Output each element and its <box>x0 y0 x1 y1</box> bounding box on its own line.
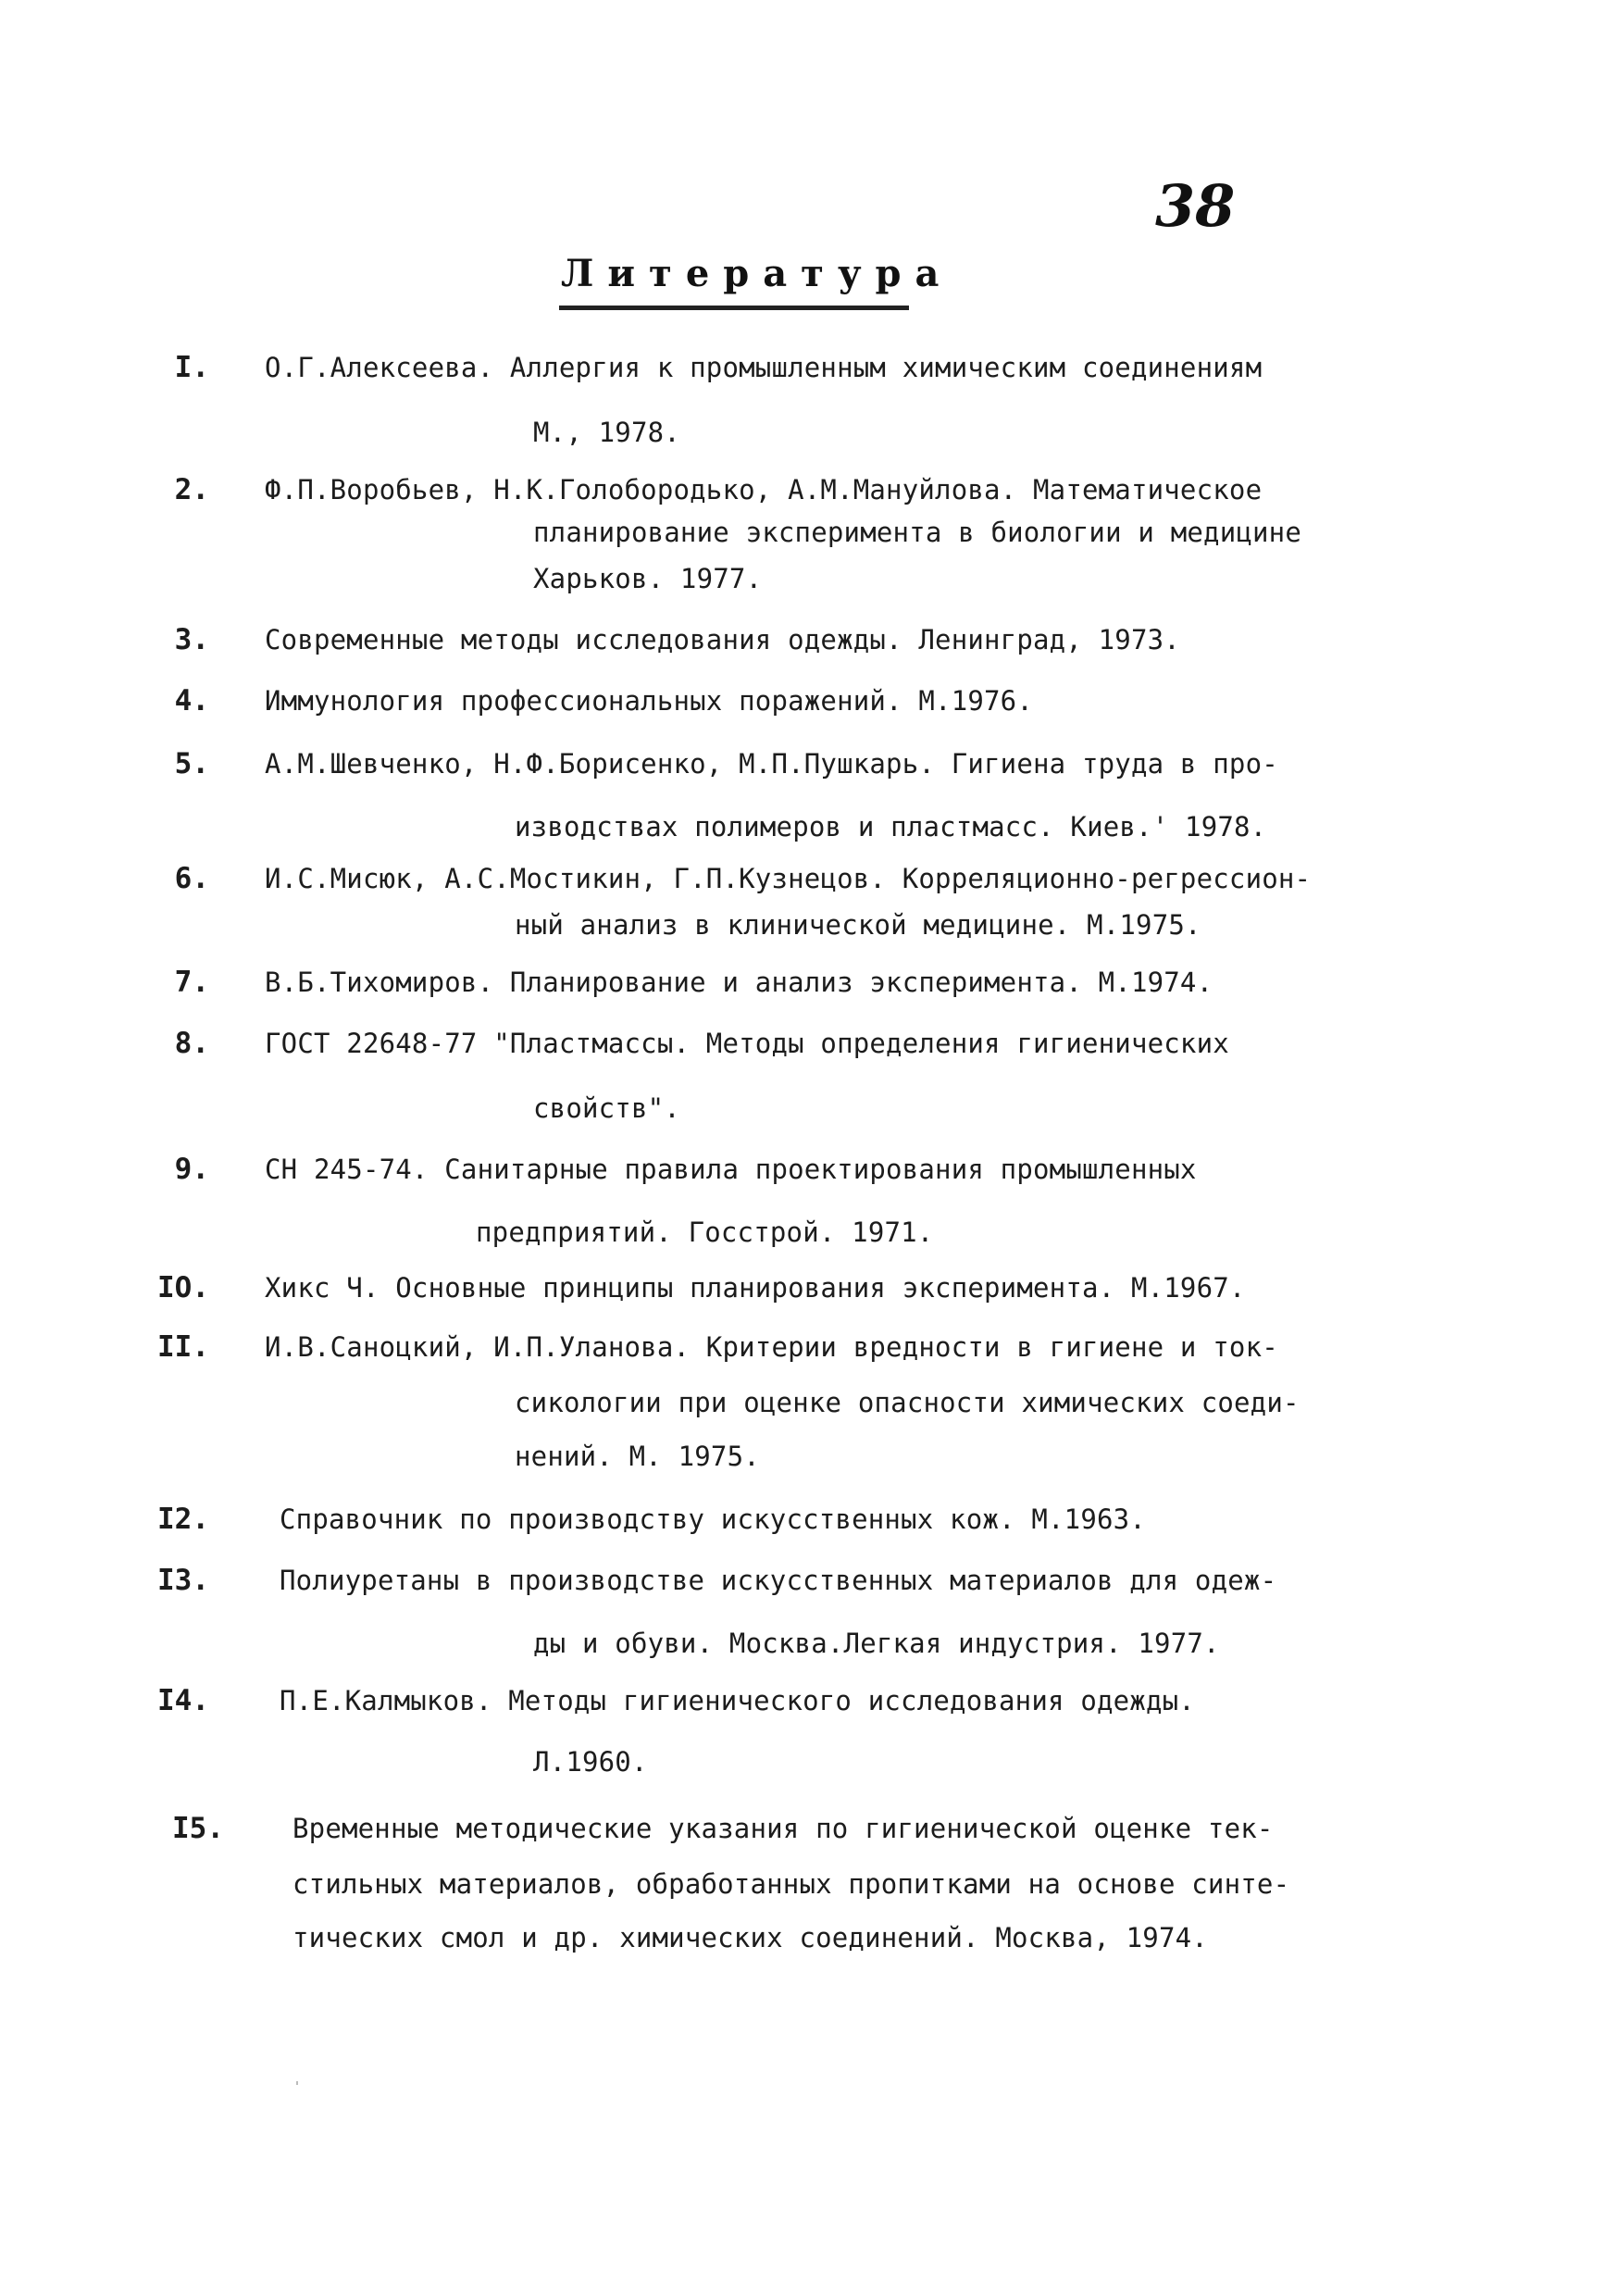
page-number: 38 <box>1155 172 1236 240</box>
reference-number: 9. <box>174 1153 209 1186</box>
reference-text-line: И.В.Саноцкий, И.П.Уланова. Критерии вредности в гигиене и ток- <box>265 1331 1278 1363</box>
reference-number: 8. <box>174 1027 209 1060</box>
reference-text-line: ный анализ в клинической медицине. М.1975. <box>515 909 1201 941</box>
page-title: Литература <box>561 252 953 295</box>
reference-number: 2. <box>174 473 209 506</box>
reference-text-line: О.Г.Алексеева. Аллергия к промышленным химическим соединениям <box>265 352 1263 383</box>
reference-text-line: П.Е.Калмыков. Методы гигиенического исследования одежды. <box>280 1685 1195 1716</box>
reference-number: I2. <box>157 1503 209 1536</box>
reference-text-line: Хикс Ч. Основные принципы планирования эксперимента. М.1967. <box>265 1272 1246 1304</box>
reference-text-line: Л.1960. <box>533 1746 648 1778</box>
title-underline <box>559 306 909 310</box>
reference-number: IO. <box>157 1271 209 1304</box>
reference-text-line: Иммунология профессиональных поражений. М.1976. <box>265 685 1033 717</box>
reference-number: I4. <box>157 1684 209 1717</box>
scan-speck <box>296 2081 298 2085</box>
reference-text-line: Справочник по производству искусственных кож. М.1963. <box>280 1504 1146 1535</box>
reference-number: 7. <box>174 966 209 999</box>
reference-text-line: стильных материалов, обработанных пропитками на основе синте- <box>292 1868 1290 1900</box>
reference-text-line: ды и обуви. Москва.Легкая индустрия. 1977. <box>533 1628 1220 1659</box>
reference-number: I3. <box>157 1564 209 1597</box>
reference-text-line: нений. М. 1975. <box>515 1441 760 1472</box>
reference-text-line: Харьков. 1977. <box>533 563 763 594</box>
reference-text-line: Ф.П.Воробьев, Н.К.Голобородько, А.М.Мануйлова. Математическое <box>265 474 1263 505</box>
reference-text-line: Современные методы исследования одежды. Ленинград, 1973. <box>265 624 1180 655</box>
reference-text-line: А.М.Шевченко, Н.Ф.Борисенко, М.П.Пушкарь. Гигиена труда в про- <box>265 748 1278 780</box>
reference-text-line: М., 1978. <box>533 417 680 448</box>
reference-number: I. <box>174 351 209 384</box>
reference-text-line: И.С.Мисюк, А.С.Мостикин, Г.П.Кузнецов. Корреляционно-регрессион- <box>265 863 1312 894</box>
reference-text-line: сикологии при оценке опасности химических соеди- <box>515 1387 1300 1418</box>
reference-text-line: предприятий. Госстрой. 1971. <box>476 1217 934 1248</box>
reference-number: 4. <box>174 684 209 718</box>
reference-text-line: Полиуретаны в производстве искусственных материалов для одеж- <box>280 1565 1277 1596</box>
reference-number: II. <box>157 1330 209 1364</box>
reference-text-line: планирование эксперимента в биологии и медицине <box>533 517 1301 548</box>
reference-number: 6. <box>174 862 209 895</box>
reference-text-line: В.Б.Тихомиров. Планирование и анализ эксперимента. М.1974. <box>265 967 1214 998</box>
reference-text-line: свойств". <box>533 1092 680 1124</box>
reference-number: 5. <box>174 747 209 780</box>
reference-text-line: СН 245-74. Санитарные правила проектирования промышленных <box>265 1154 1197 1185</box>
reference-text-line: изводствах полимеров и пластмасс. Киев.' 1978. <box>515 811 1267 842</box>
reference-text-line: ГОСТ 22648-77 "Пластмассы. Методы определения гигиенических <box>265 1028 1229 1059</box>
reference-number: 3. <box>174 623 209 656</box>
reference-text-line: Временные методические указания по гигиенической оценке тек- <box>292 1813 1274 1844</box>
reference-text-line: тических смол и др. химических соединений. Москва, 1974. <box>292 1922 1208 1953</box>
reference-number: I5. <box>172 1812 224 1845</box>
